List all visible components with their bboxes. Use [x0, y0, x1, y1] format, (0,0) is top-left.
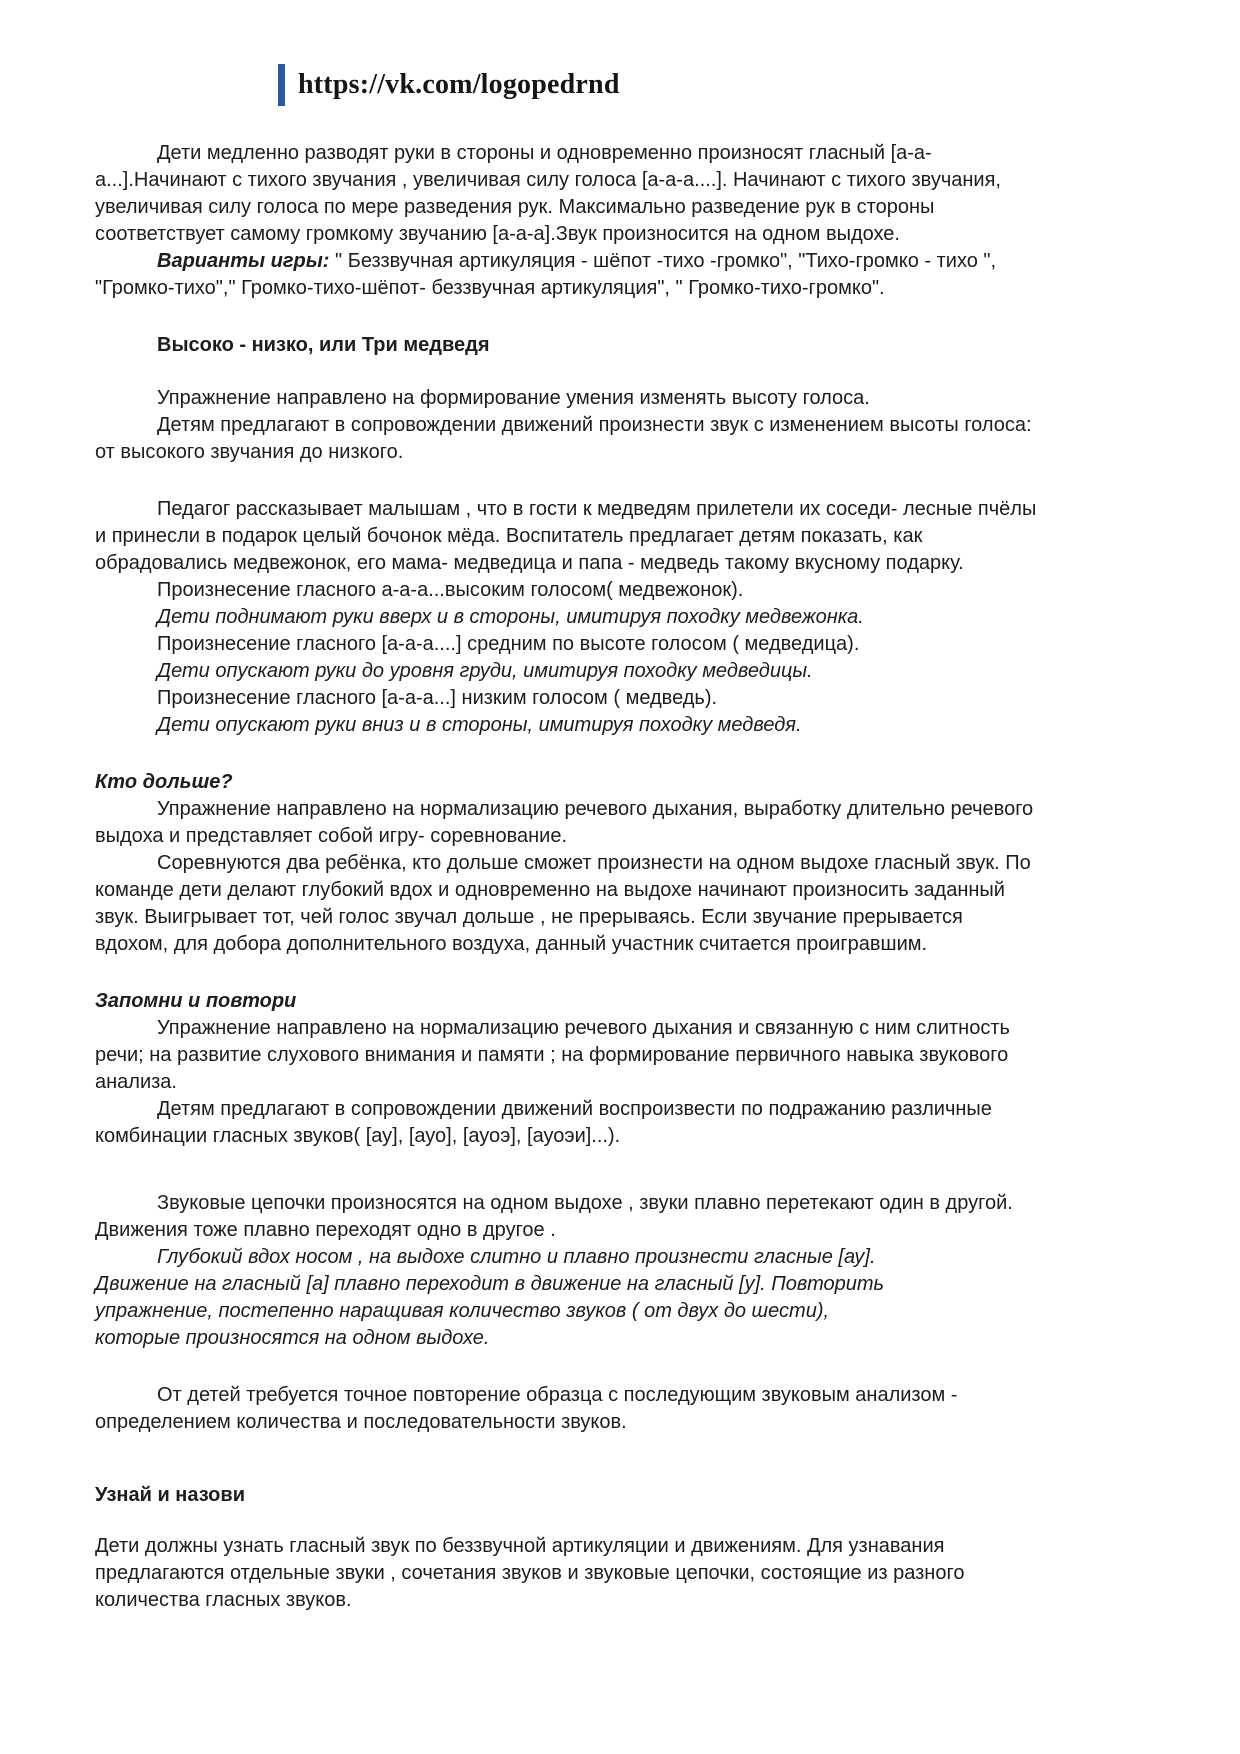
instruction-mother-bear-movement: Дети опускают руки до уровня груди, имитируя походку медведицы. — [157, 660, 813, 682]
instruction-father-bear-movement: Дети опускают руки вниз и в стороны, имитируя походку медведя. — [157, 714, 802, 736]
accent-bar — [278, 64, 285, 106]
paragraph-bears-story: Педагог рассказывает малышам , что в гости к медведям прилетели их соседи- лесные пчёлы и принесли в подарок целый бочонок мёда. Воспитатель предлагает детям показать, как обрадовались медвежонок, его мама- медведица и папа - медведь такому вкусному подарку. — [95, 498, 1037, 574]
page-header — [278, 64, 1040, 106]
paragraph-kto-dolshe-goal: Упражнение направлено на нормализацию речевого дыхания, выработку длительно речевого выдоха и представляет собой игру- соревнование. — [95, 798, 1034, 847]
paragraph-zapomni-goal: Упражнение направлено на нормализацию речевого дыхания и связанную с ним слитность речи; на развитие слухового внимания и памяти ; на формирование первичного навыка звукового анализа. — [95, 1017, 1010, 1093]
game-variants-text: " Беззвучная артикуляция - шёпот -тихо -громко", "Тихо-громко - тихо ", "Громко-тихо"," Громко-тихо-шёпот- беззвучная артикуляция", " Громко-тихо-громко". — [95, 250, 997, 299]
game-variants-label: Варианты игры: — [157, 250, 330, 272]
heading-vysoko-nizko: Высоко - низко, или Три медведя — [157, 334, 490, 356]
paragraph-exercise-description: Детям предлагают в сопровождении движений произнести звук с изменением высоты голоса: от высокого звучания до низкого. — [95, 414, 1032, 463]
heading-zapomni-i-povtori: Запомни и повтори — [95, 990, 297, 1012]
instruction-cub-movement: Дети поднимают руки вверх и в стороны, имитируя походку медвежонка. — [157, 606, 864, 628]
paragraph-game-variants — [95, 248, 1040, 302]
heading-kto-dolshe: Кто дольше? — [95, 771, 233, 793]
paragraph-high-voice: Произнесение гласного а-а-а...высоким голосом( медвежонок). — [157, 579, 744, 601]
paragraph-low-voice: Произнесение гласного [а-а-а...] низким голосом ( медведь). — [157, 687, 718, 709]
instruction-deep-breath: Глубокий вдох носом , на выдохе слитно и плавно произнести гласные [ау]. Движение на гласный [а] плавно переходит в движение на гласный [у]. Повторить упражнение, постепенно наращивая количество звуков ( от двух до шести), которые произносятся на одном выдохе. — [95, 1246, 885, 1349]
document-body — [95, 140, 1040, 1614]
paragraph-middle-voice: Произнесение гласного [а-а-а....] средним по высоте голосом ( медведица). — [157, 633, 860, 655]
paragraph-exercise-goal: Упражнение направлено на формирование умения изменять высоту голоса. — [157, 387, 870, 409]
paragraph-sound-chains: Звуковые цепочки произносятся на одном выдохе , звуки плавно перетекают один в другой. Движения тоже плавно переходят одно в другое . — [95, 1192, 1013, 1241]
heading-uznai-i-nazovi: Узнай и назови — [95, 1484, 245, 1506]
paragraph-sound-analysis: От детей требуется точное повторение образца с последующим звуковым анализом - определением количества и последовательности звуков. — [95, 1384, 958, 1433]
paragraph-breathing-exercise: Дети медленно разводят руки в стороны и одновременно произносят гласный [а-а-а...].Начинают с тихого звучания , увеличивая силу голоса [а-а-а....]. Начинают с тихого звучания, увеличивая силу голоса по мере разведения рук. Максимально разведение рук в стороны соответствует самому громкому звучанию [а-а-а].Звук произносится на одном выдохе. — [95, 142, 1001, 245]
paragraph-uznai-description: Дети должны узнать гласный звук по беззвучной артикуляции и движениям. Для узнавания предлагаются отдельные звуки , сочетания звуков и звуковые цепочки, состоящие из разного количества гласных звуков. — [95, 1535, 965, 1611]
page-url: https://vk.com/logopedrnd — [298, 69, 620, 100]
paragraph-zapomni-description: Детям предлагают в сопровождении движений воспроизвести по подражанию различные комбинации гласных звуков( [ау], [ауо], [ауоэ], [ауоэи]...). — [95, 1098, 992, 1147]
paragraph-kto-dolshe-rules: Соревнуются два ребёнка, кто дольше сможет произнести на одном выдохе гласный звук. По команде дети делают глубокий вдох и одновременно на выдохе начинают произносить заданный звук. Выигрывает тот, чей голос звучал дольше , не прерываясь. Если звучание прерывается вдохом, для добора дополнительного воздуха, данный участник считается проигравшим. — [95, 852, 1031, 955]
